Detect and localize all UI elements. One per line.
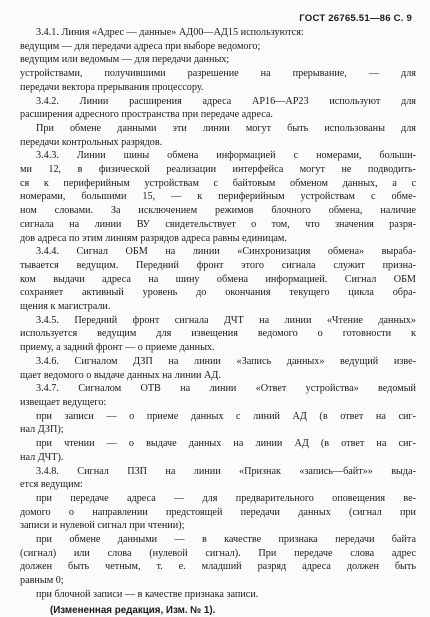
text-line: 3.4.4. Сигнал ОБМ на линии «Синхронизация обмена» вырaба- <box>36 246 416 258</box>
text-line: при чтении — о выдаче данных на линии АД (в ответ на сиг- <box>36 438 416 450</box>
text-line: устройствами, получившими разрешение на прерывание, — для <box>20 68 416 80</box>
text-line: при передаче адреса — для предварительного оповещения ве- <box>36 492 416 504</box>
text-line: при обмене данными — в качестве признака передачи байта <box>36 534 416 546</box>
text-line: нал ДЧТ). <box>20 451 64 463</box>
text-line: равным 0; <box>20 575 64 587</box>
text-line: ся к периферийным устройствам с байтовым обменом данных, а с <box>20 177 416 189</box>
text-line: расширения адресного пространства при передаче адреса. <box>20 109 273 121</box>
text-line: должен быть четным, т. е. младший разряд адреса должен быть <box>20 561 416 573</box>
text-line: щения к магистрали. <box>20 301 111 313</box>
text-line: передачи вектора прерывания процессору. <box>20 81 204 93</box>
page-header: ГОСТ 26765.51—86 С. 9 <box>299 13 412 24</box>
text-line: сохраняет активный уровень до окончания текущего цикла обра- <box>20 287 416 299</box>
text-line: ведущим — для передачи адреса при выборе ведомого; <box>20 40 261 52</box>
text-line: 3.4.8. Сигнал ПЗП на линии «Признак «запись—байт»» выда- <box>36 465 416 477</box>
text-line: ется ведущим: <box>20 479 83 491</box>
text-line: приему, а задний фронт — о приеме данных. <box>20 342 215 354</box>
amendment-note: (Измененная редакция, Изм. № 1). <box>50 604 216 616</box>
text-line: ведущим или ведомым — для передачи данных; <box>20 54 230 66</box>
text-line: 3.4.1. Линия «Адрес — данные» АД00—АД15 используются: <box>36 27 304 38</box>
text-line: ном словами. За исключением режимов блочного обмена, наличие <box>20 205 416 217</box>
text-line: ми 12, в физической реализации интерфейса могут не подводить- <box>20 164 416 176</box>
text-line: При обмене данными эти линии могут быть использованы для <box>36 122 416 134</box>
text-line: извещает ведущего: <box>20 396 107 408</box>
text-line: домого о направлении предстоящей передачи данных (сигнал при <box>20 506 416 518</box>
body-text <box>20 26 416 602</box>
text-line: 3.4.7. Сигналом ОТВ на линии «Ответ устройства» ведомый <box>36 383 416 395</box>
text-line: щает ведомого о выдаче данных на линии АД. <box>20 369 221 381</box>
text-line: (сигнал) или слова (нулевой сигнал). При передаче слова адрес <box>20 547 416 559</box>
text-line: передачи контрольных разрядов. <box>20 136 163 148</box>
text-line: нал ДЗП); <box>20 424 64 436</box>
text-line: используется ведущим для извещения ведомого о готовности к <box>20 328 416 340</box>
text-line: номерами, большими 15, — к периферийным устройствам с обме- <box>20 191 416 203</box>
text-line: дов адреса по этим линиям разрядов адреса равны единицам. <box>20 232 287 244</box>
text-line: при записи — о приеме данных с линий АД (в ответ на сиг- <box>36 410 416 422</box>
text-line: 3.4.6. Сигналом ДЗП на линии «Запись данных» ведущий изве- <box>36 355 416 367</box>
text-line: ком выдачи адреса на шину обмена информацией. Сигнал ОБМ <box>20 273 416 285</box>
text-line: 3.4.2. Линии расширения адреса АР16—АР23 используют для <box>36 95 416 107</box>
text-line: 3.4.5. Передний фронт сигнала ДЧТ на линии «Чтение данных» <box>36 314 416 326</box>
text-line: сигнала на линии ВУ свидетельствует о том, что значения разря- <box>20 218 416 230</box>
text-line: при блочной записи — в качестве признака записи. <box>36 588 259 600</box>
text-line: записи и нулевой сигнал при чтении); <box>20 520 185 532</box>
text-line: тывается ведущим. Передний фронт этого сигнала служит призна- <box>20 259 416 271</box>
text-line: 3.4.3. Линии шины обмена информацией с номерами, больши- <box>36 150 416 162</box>
